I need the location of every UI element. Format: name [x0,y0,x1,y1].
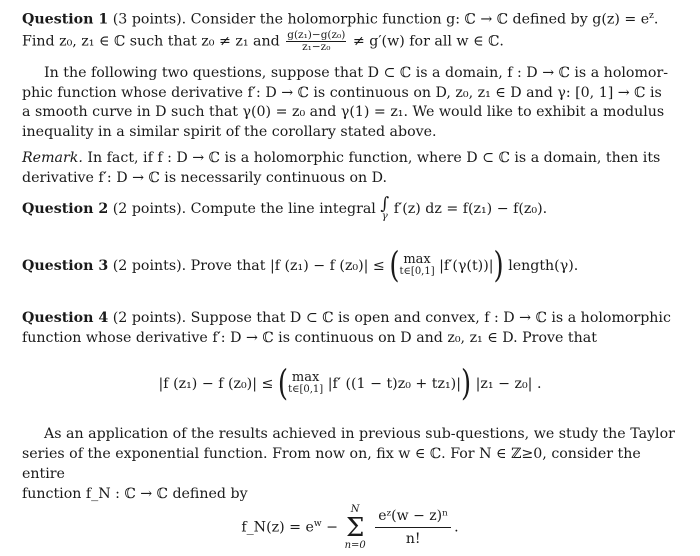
q2-integrand: f′(z) dz = f(z₁) − f(z₀). [393,201,548,217]
q1-exp: z [649,11,654,21]
q1-label: Question 1 [22,11,109,28]
q1-points: (3 points). [112,11,187,28]
q4-eq-right: |z₁ − z₀| . [475,376,542,392]
q4-max-sub: t∈[0,1] [288,384,324,395]
fn-minus: − [326,519,339,536]
q1-line2b: ≠ g′(w) for all w ∈ ℂ. [352,33,504,50]
fn-left: f_N(z) = e [241,519,314,536]
question-4 [22,308,686,348]
q1-line1: Consider the holomorphic function g: ℂ → ℂ defined by g(z) = e [190,11,650,28]
q4-max [288,372,323,396]
summation: N Σ n=0 [344,503,366,551]
integral-subscript: γ [381,211,388,222]
fn-den: n! [405,531,421,548]
q1-frac-num: g(z₁)−g(z₀) [287,28,346,41]
q3-points: (2 points). [112,258,187,274]
q1-fraction [286,30,346,53]
intro-l3: a smooth curve in D such that γ(0) = z₀ and γ(1) = z₁. We would like to exhibit a modulus [22,104,665,120]
q3-inner: |f′(γ(t))| [439,258,494,274]
fn-fraction [375,507,451,548]
taylor-l2: series of the exponential function. From now on, fix w ∈ ℂ. For N ∈ ℤ≥0, consider the entire [22,446,641,482]
taylor-l3: function f_N : ℂ → ℂ defined by [22,486,248,502]
intro-paragraph [22,64,686,142]
intro-l1: In the following two questions, suppose that D ⊂ ℂ is a domain, f : D → ℂ is a holomor- [44,65,669,81]
q3-label: Question 3 [22,258,109,274]
q4-equation: |f (z₁) − f (z₀)| ≤ ( max t∈[0,1] |f′ ((1 − t)z₀ + tz₁)|) |z₁ − z₀| . [158,363,542,405]
q1-frac-den: z₁−z₀ [302,40,331,53]
q3-max [400,254,435,278]
q3-tail: length(γ). [508,258,579,274]
q4-max-word: max [291,370,320,385]
intro-l2: phic function whose derivative f′: D → ℂ is continuous on D, z₀, z₁ ∈ D and γ: [0, 1] → ℂ is [22,84,662,101]
q4-inner: |f′ ((1 − t)z₀ + tz₁)| [327,376,461,392]
q4-label: Question 4 [22,310,109,326]
q4-eq-left: |f (z₁) − f (z₀)| ≤ [158,376,274,392]
taylor-l1: As an application of the results achieved in previous sub-questions, we study the Taylor [44,426,675,442]
taylor-paragraph [22,424,686,504]
q1-line2a: Find z₀, z₁ ∈ ℂ such that z₀ ≠ z₁ and [22,33,280,50]
fn-num: eᶻ(w − z)ⁿ [375,507,451,528]
question-1 [22,6,686,53]
q1-line1-end: . [653,11,659,28]
q4-l1: Suppose that D ⊂ ℂ is open and convex, f : D → ℂ is a holomorphic [190,310,671,326]
remark-label: Remark. [22,150,83,166]
final-equation [0,496,700,552]
question-2 [22,196,686,222]
q3-max-word: max [403,252,431,267]
q3-max-sub: t∈[0,1] [399,266,435,277]
fn-left-exp: w [313,519,322,529]
q2-label: Question 2 [22,201,109,217]
remark-l2: derivative f′: D → ℂ is necessarily continuous on D. [22,170,388,186]
integral-sign: ∫ γ [380,194,390,222]
q3-text: Prove that |f (z₁) − f (z₀)| ≤ [190,258,385,274]
intro-l4: inequality in a similar spirit of the corollary stated above. [22,123,437,140]
q2-points: (2 points). [112,201,187,217]
question-3: Question 3 (2 points). Prove that |f (z₁) − f (z₀)| ≤ ( max t∈[0,1] |f′(γ(t))|) length(γ). [22,245,579,287]
remark-l1: In fact, if f : D → ℂ is a holomorphic function, where D ⊂ ℂ is a domain, then its [87,150,661,166]
q4-l2: function whose derivative f′: D → ℂ is continuous on D and z₀, z₁ ∈ D. Prove that [22,330,597,346]
remark [22,148,686,188]
fn-end: . [454,519,459,536]
q4-points: (2 points). [112,310,187,326]
sum-top: N [350,503,360,515]
q2-text: Compute the line integral [190,201,376,217]
sum-bottom: n=0 [344,539,366,551]
